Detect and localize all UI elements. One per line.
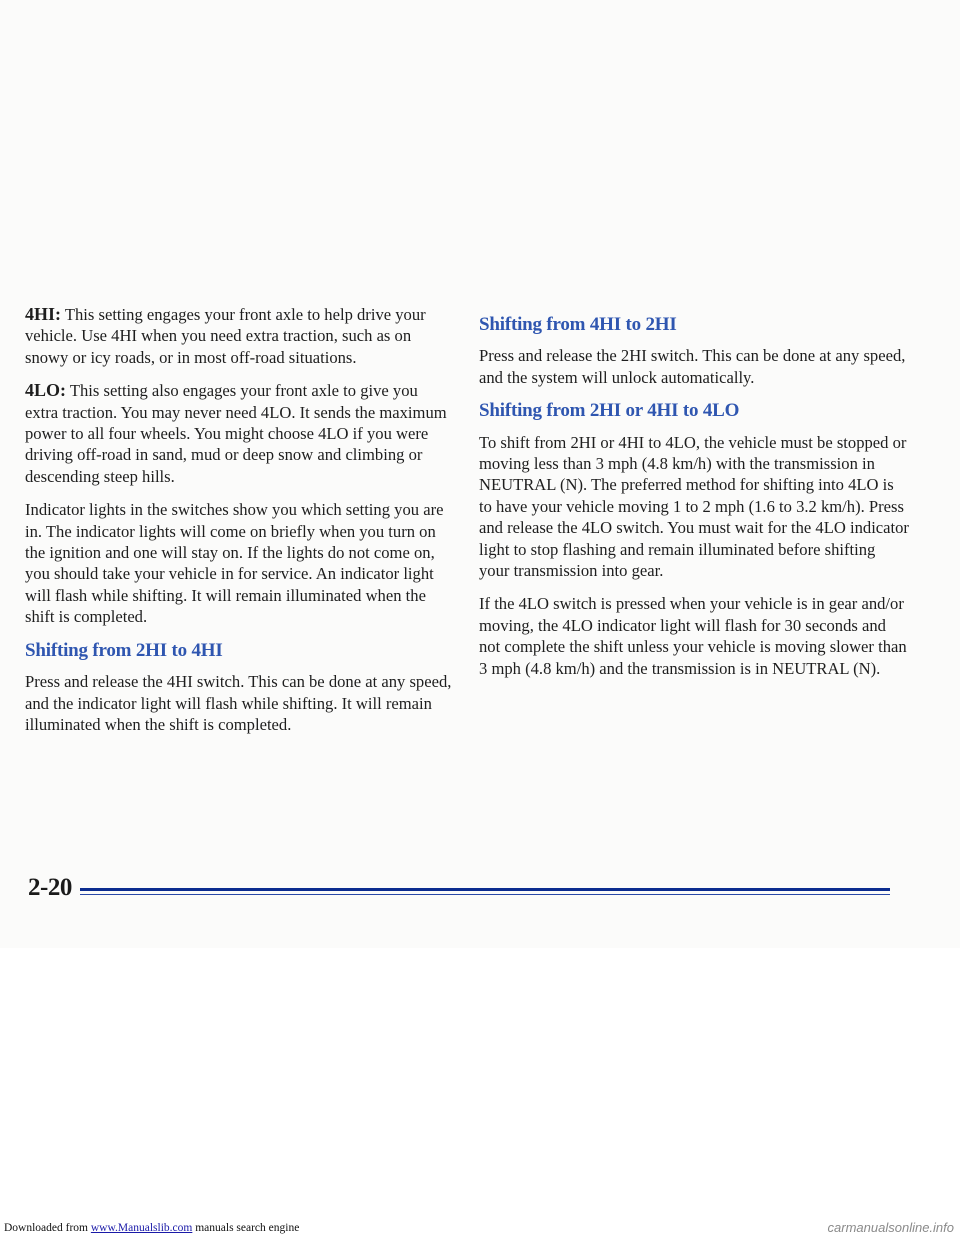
page-number: 2-20 [28, 874, 72, 901]
manualslib-link[interactable]: www.Manualslib.com [90, 1222, 193, 1234]
footer-rule-thin [80, 894, 890, 895]
download-suffix: manuals search engine [192, 1222, 300, 1234]
paragraph-4hi-text: This setting engages your front axle to help drive your vehicle. Use 4HI when you need extra traction, such as on snowy or icy roads, or in most off-road situations. [25, 305, 426, 367]
term-4lo: 4LO: [25, 380, 67, 401]
heading-4hi-to-2hi: Shifting from 4HI to 2HI [479, 314, 677, 335]
footer-rule-thick [80, 888, 890, 891]
paragraph-indicator-lights: Indicator lights in the switches show you which setting you are in. The indicator lights will come on briefly when you turn on the ignition and one will stay on. If the lights do not come on, you should take your vehicle in for service. An indicator light will flash while shifting. It will remain illuminated when the shift is completed. [25, 500, 444, 627]
paragraph-4hi-to-2hi: Press and release the 2HI switch. This can be done at any speed, and the system will unlock automatically. [479, 346, 906, 387]
paragraph-2hi-to-4hi: Press and release the 4HI switch. This can be done at any speed, and the indicator light will flash while shifting. It will remain illuminated when the shift is completed. [25, 672, 452, 734]
paragraph-4lo-text: This setting also engages your front axle to give you extra traction. You may never need 4LO. It sends the maximum power to all four wheels. You might choose 4LO if you were driving off-road in sand, mud or deep snow and climbing or descending steep hills. [25, 381, 447, 486]
right-column [479, 314, 909, 691]
download-attribution [4, 1222, 299, 1234]
paragraph-to-4lo: To shift from 2HI or 4HI to 4LO, the vehicle must be stopped or moving less than 3 mph (4.8 km/h) with the transmission in NEUTRAL (N). The preferred method for shifting into 4LO is to have your vehicle moving 1 to 2 mph (1.6 to 3.2 km/h). Press and release the 4LO switch. You must wait for the 4LO indicator light to stop flashing and remain illuminated before shifting your transmission into gear. [479, 432, 909, 581]
left-column [25, 304, 453, 747]
page-footer [28, 872, 890, 906]
paragraph-4lo [25, 380, 453, 487]
watermark: carmanualsonline.info [827, 1220, 954, 1235]
paragraph-4hi [25, 304, 453, 368]
heading-to-4lo: Shifting from 2HI or 4HI to 4LO [479, 400, 740, 422]
paragraph-4lo-pressed: If the 4LO switch is pressed when your vehicle is in gear and/or moving, the 4LO indicator light will flash for 30 seconds and not complete the shift unless your vehicle is moving slower than 3 mph (4.8 km/h) and the transmission is in NEUTRAL (N). [479, 594, 907, 678]
term-4hi: 4HI: [25, 304, 61, 324]
download-prefix: Downloaded from [4, 1222, 91, 1234]
heading-2hi-to-4hi: Shifting from 2HI to 4HI [25, 639, 223, 661]
